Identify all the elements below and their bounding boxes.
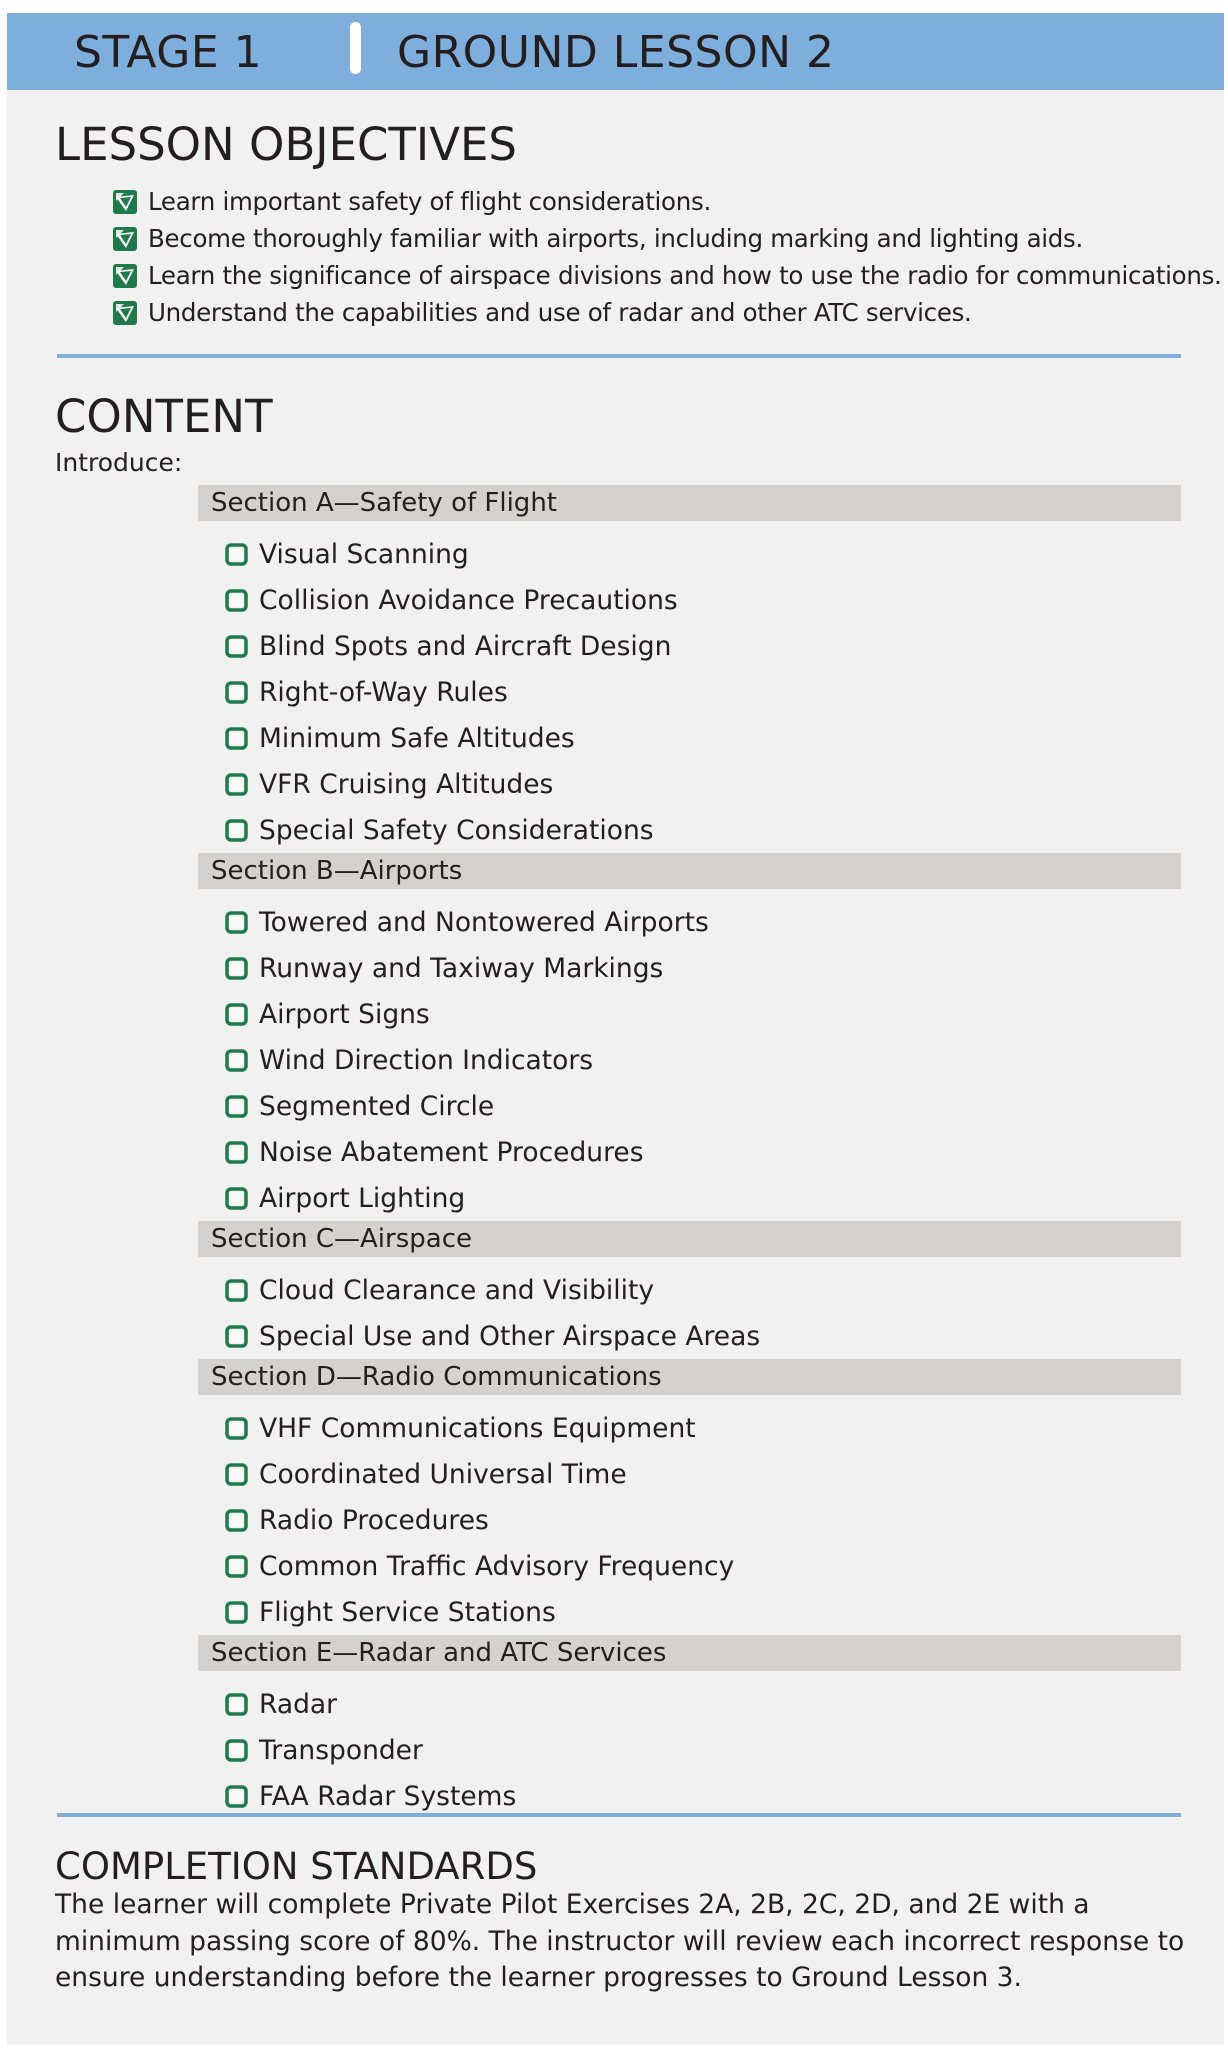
green-check-flag-icon: [112, 300, 138, 326]
content-item-label: Airport Lighting: [259, 1182, 466, 1214]
content-item: [198, 1083, 1181, 1129]
content-item: [198, 715, 1181, 761]
content-item-label: Common Traffic Advisory Frequency: [259, 1550, 735, 1582]
lesson-label: GROUND LESSON 2: [397, 27, 835, 78]
checkbox-icon: [225, 1463, 248, 1486]
content-item-label: Special Use and Other Airspace Areas: [259, 1320, 761, 1352]
section-header: [198, 485, 1181, 521]
checkbox-icon: [225, 819, 248, 842]
objective-text: Become thoroughly familiar with airports, including marking and lighting aids.: [148, 224, 1083, 253]
stage-label: STAGE 1: [74, 27, 263, 78]
content-item: [198, 807, 1181, 853]
content-list: [198, 485, 1181, 1819]
content-item-label: Special Safety Considerations: [259, 814, 654, 846]
checkbox-icon: [225, 1049, 248, 1072]
content-item: [198, 1497, 1181, 1543]
content-item: [198, 1405, 1181, 1451]
checkbox-icon: [225, 1095, 248, 1118]
content-item: [198, 991, 1181, 1037]
objectives-heading: LESSON OBJECTIVES: [55, 118, 517, 171]
content-item-label: Collision Avoidance Precautions: [259, 584, 678, 616]
content-item: [198, 1543, 1181, 1589]
content-item: [198, 1313, 1181, 1359]
content-item-label: Visual Scanning: [259, 538, 469, 570]
objective-item: [112, 257, 1222, 294]
section-header: [198, 853, 1181, 889]
standards-heading: COMPLETION STANDARDS: [55, 1845, 538, 1888]
content-item-label: Towered and Nontowered Airports: [259, 906, 709, 938]
content-item-label: VHF Communications Equipment: [259, 1412, 696, 1444]
section-header: [198, 1635, 1181, 1671]
section-title: Section E—Radar and ATC Services: [211, 1638, 667, 1668]
content-item-label: Noise Abatement Procedures: [259, 1136, 644, 1168]
section-rule: [57, 1813, 1181, 1817]
content-item-label: Segmented Circle: [259, 1090, 495, 1122]
lesson-page: [7, 13, 1224, 2045]
content-item-label: Flight Service Stations: [259, 1596, 556, 1628]
section-title: Section C—Airspace: [211, 1224, 472, 1254]
checkbox-icon: [225, 1417, 248, 1440]
section-header: [198, 1359, 1181, 1395]
content-item-label: Runway and Taxiway Markings: [259, 952, 664, 984]
checkbox-icon: [225, 1785, 248, 1808]
checkbox-icon: [225, 1003, 248, 1026]
checkbox-icon: [225, 543, 248, 566]
content-item: [198, 577, 1181, 623]
content-item-label: Blind Spots and Aircraft Design: [259, 630, 672, 662]
content-item: [198, 1175, 1181, 1221]
content-item: [198, 1129, 1181, 1175]
content-item: [198, 1037, 1181, 1083]
content-item: [198, 1267, 1181, 1313]
checkbox-icon: [225, 1509, 248, 1532]
green-check-flag-icon: [112, 189, 138, 215]
content-item-label: Right-of-Way Rules: [259, 676, 508, 708]
checkbox-icon: [225, 681, 248, 704]
green-check-flag-icon: [112, 263, 138, 289]
content-item-label: Wind Direction Indicators: [259, 1044, 594, 1076]
content-item-label: Minimum Safe Altitudes: [259, 722, 575, 754]
objective-item: [112, 183, 1222, 220]
header-divider: [350, 22, 361, 74]
content-item-label: Airport Signs: [259, 998, 430, 1030]
objective-item: [112, 220, 1222, 257]
checkbox-icon: [225, 773, 248, 796]
checkbox-icon: [225, 1187, 248, 1210]
content-item: [198, 669, 1181, 715]
checkbox-icon: [225, 957, 248, 980]
section-title: Section B—Airports: [211, 856, 463, 886]
section-header: [198, 1221, 1181, 1257]
content-item: [198, 623, 1181, 669]
content-item: [198, 761, 1181, 807]
section-title: Section A—Safety of Flight: [211, 488, 557, 518]
content-item-label: VFR Cruising Altitudes: [259, 768, 554, 800]
content-item-label: Coordinated Universal Time: [259, 1458, 627, 1490]
objectives-list: [112, 183, 1222, 331]
checkbox-icon: [225, 1555, 248, 1578]
content-item: [198, 945, 1181, 991]
checkbox-icon: [225, 911, 248, 934]
objective-item: [112, 294, 1222, 331]
content-item: [198, 1589, 1181, 1635]
standards-text: The learner will complete Private Pilot Exercises 2A, 2B, 2C, 2D, and 2E with a minimum passing score of 80%. The instructor will review each incorrect response to ensure understanding before the learner progresses to Ground Lesson 3.: [55, 1889, 1185, 1993]
content-item: [198, 531, 1181, 577]
content-item-label: Radar: [259, 1688, 338, 1720]
content-item: [198, 1681, 1181, 1727]
content-item: [198, 1727, 1181, 1773]
content-intro: Introduce:: [55, 448, 183, 477]
section-title: Section D—Radio Communications: [211, 1362, 662, 1392]
checkbox-icon: [225, 1739, 248, 1762]
checkbox-icon: [225, 635, 248, 658]
objective-text: Learn the significance of airspace divisions and how to use the radio for communications.: [148, 261, 1222, 290]
content-heading: CONTENT: [55, 390, 273, 443]
checkbox-icon: [225, 1601, 248, 1624]
content-item-label: Transponder: [259, 1734, 423, 1766]
checkbox-icon: [225, 1325, 248, 1348]
content-item-label: Cloud Clearance and Visibility: [259, 1274, 655, 1306]
lesson-header: [7, 13, 1224, 90]
content-item: [198, 1451, 1181, 1497]
content-item-label: Radio Procedures: [259, 1504, 489, 1536]
green-check-flag-icon: [112, 226, 138, 252]
checkbox-icon: [225, 1141, 248, 1164]
checkbox-icon: [225, 727, 248, 750]
objective-text: Understand the capabilities and use of radar and other ATC services.: [148, 298, 972, 327]
checkbox-icon: [225, 1693, 248, 1716]
checkbox-icon: [225, 589, 248, 612]
checkbox-icon: [225, 1279, 248, 1302]
content-item: [198, 899, 1181, 945]
objective-text: Learn important safety of flight considerations.: [148, 187, 711, 216]
content-item-label: FAA Radar Systems: [259, 1780, 517, 1812]
section-rule: [57, 354, 1181, 358]
